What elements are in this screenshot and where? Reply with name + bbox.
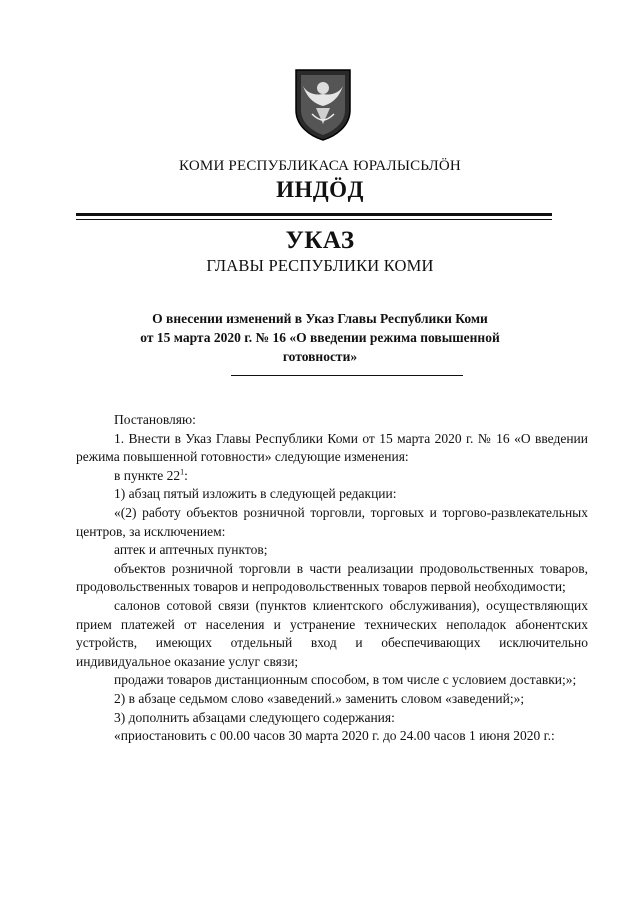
document-title-line: от 15 марта 2020 г. № 16 «О введении режима повышенной	[140, 330, 500, 345]
document-issuer: ГЛАВЫ РЕСПУБЛИКИ КОМИ	[206, 256, 434, 275]
point-colon: :	[184, 467, 188, 483]
document-title-line: О внесении изменений в Указ Главы Республики Коми	[152, 311, 488, 326]
point-reference: в пункте 22	[114, 467, 181, 483]
title-underline	[231, 375, 463, 376]
body-paragraph: «приостановить с 00.00 часов 30 марта 2020 г. до 24.00 часов 1 июня 2020 г.:	[114, 728, 555, 744]
document-title	[120, 309, 520, 366]
body-paragraph: 1) абзац пятый изложить в следующей редакции:	[114, 486, 397, 502]
body-paragraph: 1. Внести в Указ Главы Республики Коми от 15 марта 2020 г. № 16 «О введении режима повышенной готовности» следующие изменения:	[76, 430, 588, 465]
body-paragraph	[76, 467, 588, 486]
body-paragraph: «(2) работу объектов розничной торговли, торговых и торгово-развлекательных центров, за исключением:	[76, 504, 588, 539]
body-paragraph: Постановляю:	[114, 412, 196, 427]
republic-name-komi: КОМИ РЕСПУБЛИКАСА ЮРАЛЫСЬЛӦН	[179, 158, 461, 174]
header-divider-thick	[76, 213, 552, 216]
point-superscript: 1	[180, 467, 185, 477]
document-body	[76, 411, 588, 746]
header-divider-thin	[76, 219, 552, 220]
decree-title-komi: ИНДӦД	[276, 177, 364, 202]
body-paragraph: аптек и аптечных пунктов;	[114, 542, 268, 558]
komi-republic-coat-of-arms-icon	[292, 66, 354, 142]
body-paragraph: продажи товаров дистанционным способом, в том числе с условием доставки;»;	[114, 672, 577, 688]
body-paragraph: объектов розничной торговли в части реализации продовольственных товаров, продовольственных товаров и непродовольственных товаров первой необходимости;	[76, 560, 588, 595]
body-paragraph: 3) дополнить абзацами следующего содержания:	[114, 709, 395, 725]
document-type: УКАЗ	[285, 227, 355, 254]
body-paragraph: 2) в абзаце седьмом слово «заведений.» заменить словом «заведений;»;	[114, 690, 525, 706]
body-paragraph: салонов сотовой связи (пунктов клиентского обслуживания), осуществляющих прием платежей от населения и устранение технических неполадок абонентских устройств, имеющих отдельный вход и обеспечивающих исключительно индивидуальное оказание услуг связи;	[76, 597, 588, 669]
document-title-line: готовности»	[282, 349, 358, 364]
